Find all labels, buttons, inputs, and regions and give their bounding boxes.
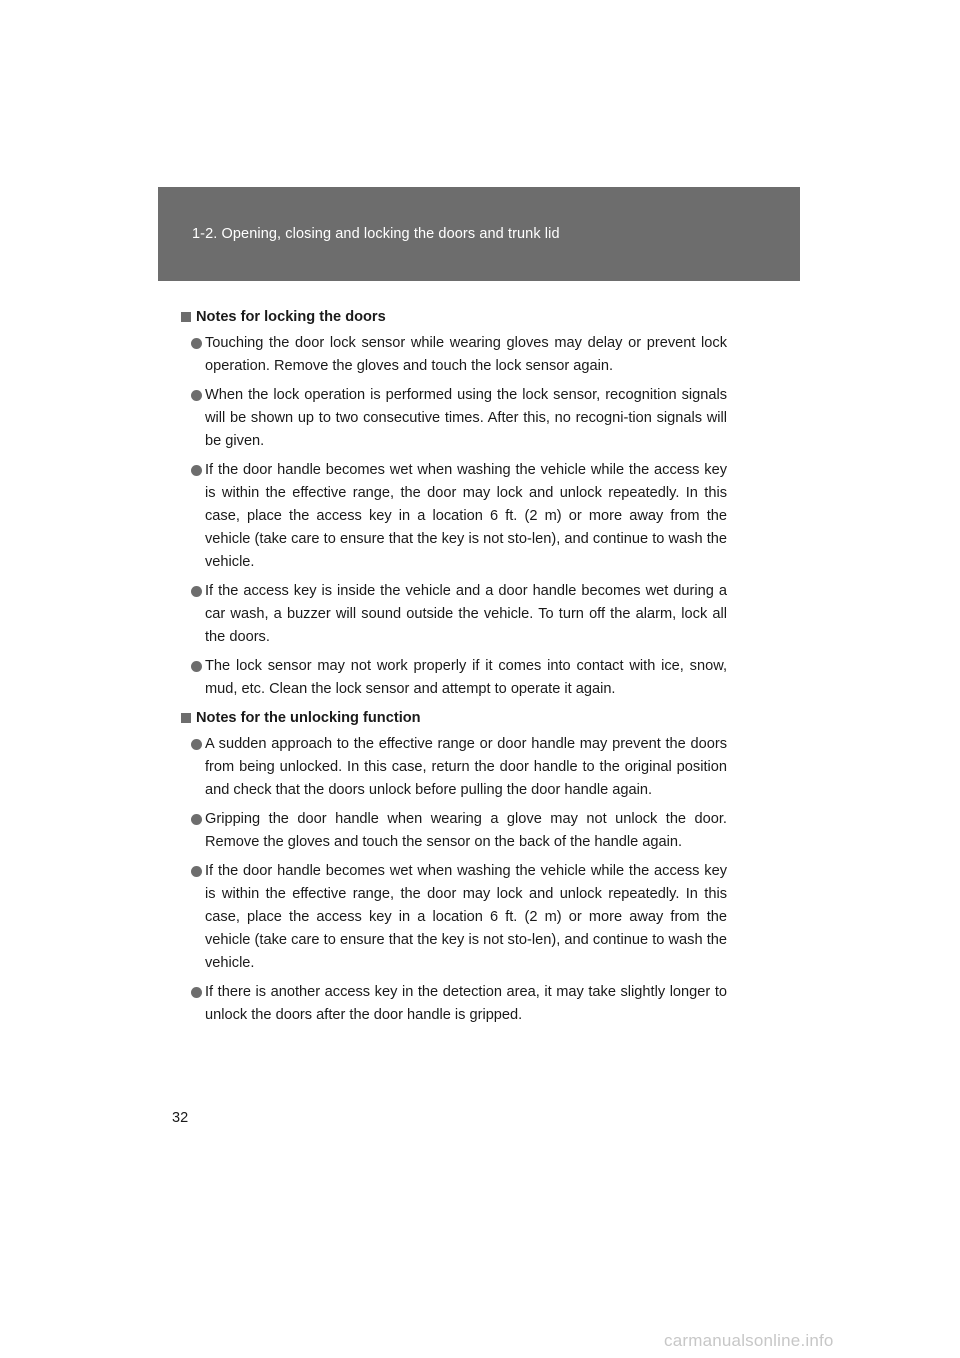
watermark: carmanualsonline.info [664, 1331, 834, 1350]
page-number: 32 [172, 1110, 189, 1126]
list-item-text: If the door handle becomes wet when washing the vehicle while the access key is within the effective range, the door may lock and unlock repeatedly. In this case, place the access key in a location 6 ft. (2 m) or more away from the vehicle (take care to ensure that the key is not sto-len), and continue to wash the vehicle. [205, 863, 727, 971]
round-bullet-icon [191, 338, 202, 349]
list-item [181, 332, 727, 378]
round-bullet-icon [191, 987, 202, 998]
list-item [181, 655, 727, 701]
list-item-text: If the door handle becomes wet when washing the vehicle while the access key is within the effective range, the door may lock and unlock repeatedly. In this case, place the access key in a location 6 ft. (2 m) or more away from the vehicle (take care to ensure that the key is not sto-len), and continue to wash the vehicle. [205, 462, 727, 570]
round-bullet-icon [191, 866, 202, 877]
section-heading [181, 707, 727, 730]
list-item [181, 860, 727, 975]
list-item [181, 459, 727, 574]
list-item [181, 580, 727, 649]
round-bullet-icon [191, 586, 202, 597]
page-content [181, 306, 727, 1033]
list-item-text: The lock sensor may not work properly if it comes into contact with ice, snow, mud, etc. Clean the lock sensor and attempt to operate it again. [205, 658, 727, 697]
round-bullet-icon [191, 661, 202, 672]
section-title: 1-2. Opening, closing and locking the doors and trunk lid [192, 226, 560, 242]
square-bullet-icon [181, 312, 191, 322]
list-item [181, 384, 727, 453]
list-item-text: A sudden approach to the effective range or door handle may prevent the doors from being unlocked. In this case, return the door handle to the original position and check that the doors unlock before pulling the door handle again. [205, 736, 727, 798]
list-item-text: If there is another access key in the detection area, it may take slightly longer to unlock the doors after the door handle is gripped. [205, 984, 727, 1023]
section-heading-text: Notes for locking the doors [196, 309, 386, 325]
list-item-text: Gripping the door handle when wearing a glove may not unlock the door. Remove the gloves and touch the sensor on the back of the handle again. [205, 811, 727, 850]
section-header-band [158, 187, 800, 281]
section-locking-notes [181, 306, 727, 701]
list-item-text: Touching the door lock sensor while wearing gloves may delay or prevent lock operation. Remove the gloves and touch the lock sensor again. [205, 335, 727, 374]
round-bullet-icon [191, 390, 202, 401]
round-bullet-icon [191, 465, 202, 476]
section-unlocking-notes [181, 707, 727, 1027]
list-item-text: If the access key is inside the vehicle and a door handle becomes wet during a car wash, a buzzer will sound outside the vehicle. To turn off the alarm, lock all the doors. [205, 583, 727, 645]
list-item [181, 981, 727, 1027]
round-bullet-icon [191, 739, 202, 750]
square-bullet-icon [181, 713, 191, 723]
list-item [181, 733, 727, 802]
section-heading-text: Notes for the unlocking function [196, 710, 421, 726]
section-heading [181, 306, 727, 329]
list-item-text: When the lock operation is performed using the lock sensor, recognition signals will be shown up to two consecutive times. After this, no recogni-tion signals will be given. [205, 387, 727, 449]
list-item [181, 808, 727, 854]
round-bullet-icon [191, 814, 202, 825]
